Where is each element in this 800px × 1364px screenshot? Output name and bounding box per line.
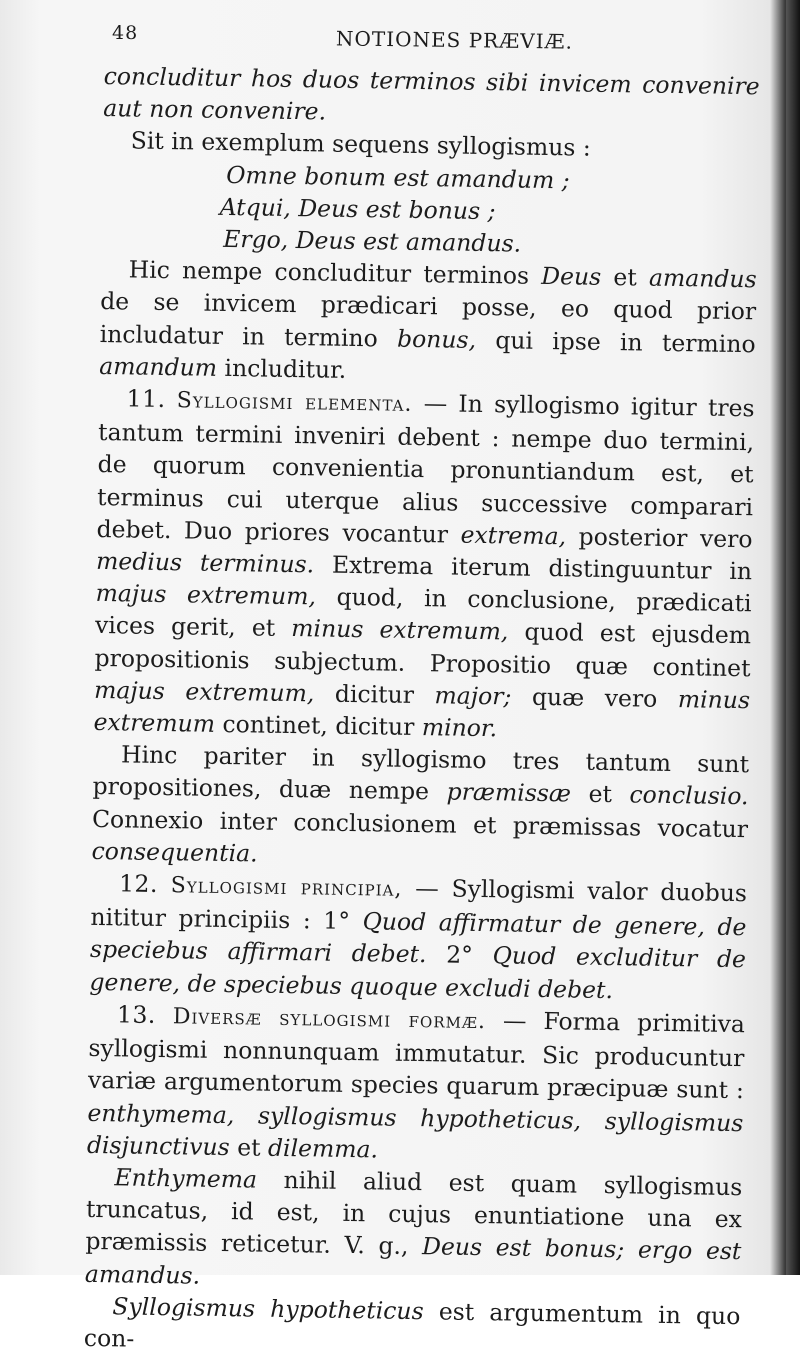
syllogism-major-premise: Omne bonum est amandum ; — [225, 160, 570, 194]
section-number: 11. — [126, 384, 166, 414]
paragraph-propositions: Hinc pariter in syllogismo tres tantum sunt propositiones, duæ nempe præmissæ et conclusio. Connexio inter conclusionem et præmissas vocatur consequentia. — [91, 740, 750, 868]
italic-text: concluditur hos duos terminos sibi invicem convenire aut non convenire. — [103, 61, 760, 126]
section-number: 12. — [118, 869, 159, 899]
body-text — [84, 60, 760, 1364]
continued-paragraph — [103, 60, 760, 135]
section-heading: Diversæ syllogismi formæ. — [172, 1004, 487, 1035]
paragraph-enthymema: Enthymema nihil aliud est quam syllogismus truncatus, id est, in cujus enuntiatione una ex præmissis reticetur. V. g., Deus est bonus; ergo est amandus. — [84, 1163, 743, 1290]
section-12: 12. Syllogismi principia, — Syllogismi valor duobus nititur principiis : 1° Quod affirmatur de genere, de speciebus affirmari debet. 2° Quod excluditur de genere, de speciebus quoque excludi debet. — [89, 869, 748, 1004]
page-number: 48 — [112, 22, 139, 44]
section-number: 13. — [116, 1000, 157, 1029]
section-heading: Syllogismi elementa. — [176, 388, 413, 417]
section-11: 11. Syllogismi elementa. — In syllogismo igitur tres tantum termini inveniri debent : nempe duo termini, de quorum convenientia pronuntiandum est, et terminus cui uterque alius successive comparari debet. Duo priores vocantur extrema, posterior vero medius terminus. Extrema iterum distinguuntur in majus extremum, quod, in conclusione, prædicati vices gerit, et minus extremum, quod est ejusdem propositionis subjectum. Propositio quæ continet majus extremum, dicitur major; quæ vero minus extremum continet, dicitur minor. — [93, 384, 755, 743]
running-title: NOTIONES PRÆVIÆ. — [335, 26, 574, 54]
section-heading: Syllogismi principia, — [170, 873, 403, 902]
section-13: 13. Diversæ syllogismi formæ. — Forma primitiva syllogismi nonnunquam immutatur. Sic producuntur variæ argumentorum species quarum præcipuæ sunt : enthymema, syllogismus hypotheticus, syllogismus disjunctivus et dilemma. — [86, 1000, 746, 1164]
paragraph-hypotheticus: Syllogismus hypotheticus est argumentum in quo con- — [83, 1292, 741, 1353]
syllogism-conclusion: Ergo, Deus est amandus. — [222, 224, 522, 258]
paragraph-explanation: Hic nempe concluditur terminos Deus et amandus de se invicem prædicari posse, eo quod prior includatur in termino bonus, qui ipse in termino amandum includitur. — [98, 255, 757, 384]
example-intro: Sit in exemplum sequens syllogismus : — [130, 126, 592, 163]
running-head — [112, 16, 740, 52]
page-edge-shadow — [786, 0, 800, 1275]
syllogism-minor-premise: Atqui, Deus est bonus ; — [219, 192, 496, 225]
